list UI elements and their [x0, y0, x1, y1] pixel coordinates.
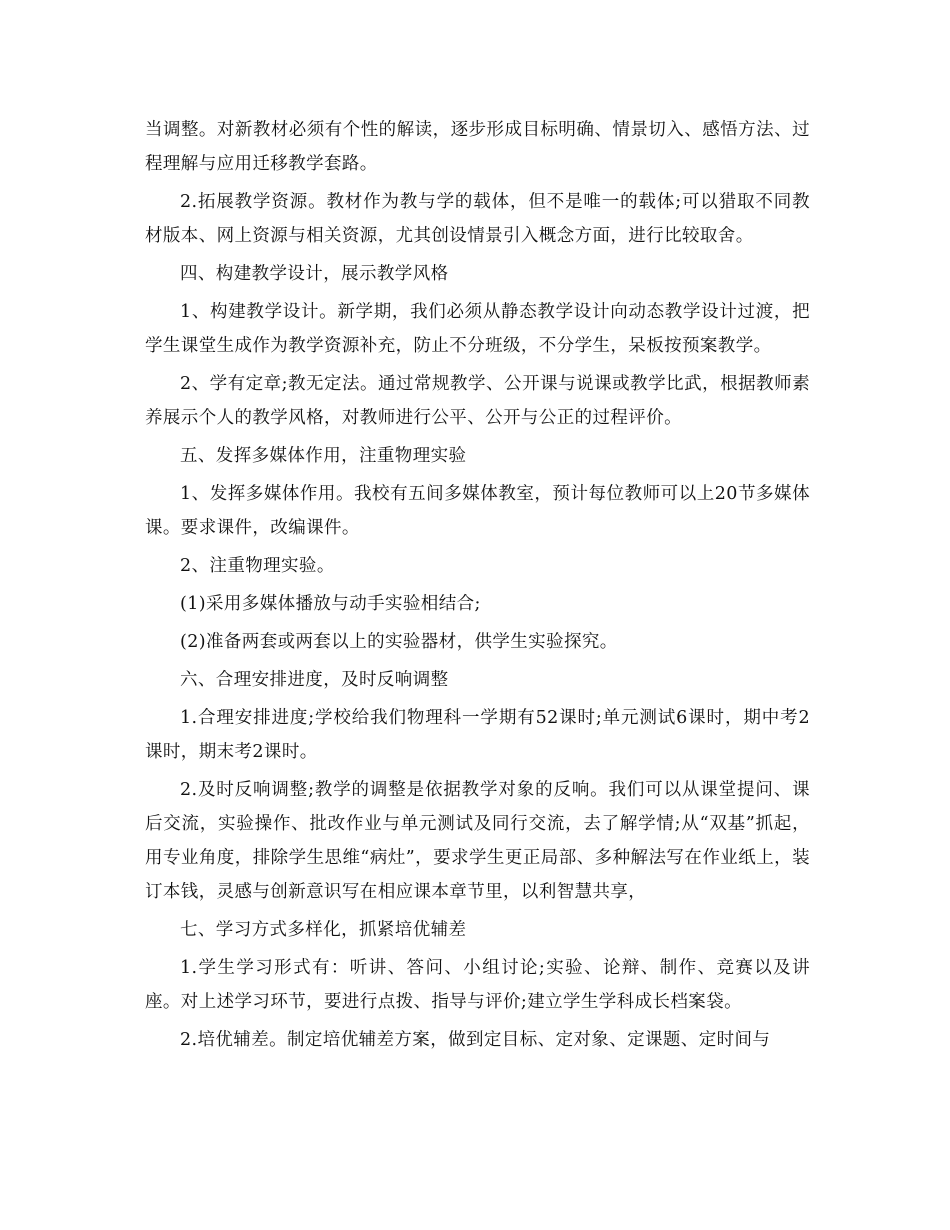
document-body — [145, 113, 810, 1061]
paragraph: 1、构建教学设计。新学期，我们必须从静态教学设计向动态教学设计过渡，把学生课堂生成作为教学资源补充，防止不分班级，不分学生，呆板按预案教学。 — [145, 302, 810, 356]
list-item: (1)采用多媒体播放与动手实验相结合; — [180, 594, 481, 614]
section-heading: 五、发挥多媒体作用，注重物理实验 — [180, 446, 467, 466]
section-heading: 四、构建教学设计，展示教学风格 — [180, 264, 449, 284]
paragraph: 2、注重物理实验。 — [180, 556, 335, 576]
list-item: (2)准备两套或两套以上的实验器材，供学生实验探究。 — [180, 632, 618, 652]
paragraph: 当调整。对新教材必须有个性的解读，逐步形成目标明确、情景切入、感悟方法、过程理解与应用迁移教学套路。 — [145, 120, 810, 174]
paragraph: 2.及时反响调整;教学的调整是依据教学对象的反响。我们可以从课堂提问、课后交流，实验操作、批改作业与单元测试及同行交流，去了解学情;从“双基”抓起，用专业角度，排除学生思维“病灶”，要求学生更正局部、多种解法写在作业纸上，装订本钱，灵感与创新意识写在相应课本章节里，以利智慧共享， — [145, 780, 810, 902]
paragraph: 2、学有定章;教无定法。通过常规教学、公开课与说课或教学比武，根据教师素养展示个人的教学风格，对教师进行公平、公开与公正的过程评价。 — [145, 374, 810, 428]
section-heading: 七、学习方式多样化，抓紧培优辅差 — [180, 920, 467, 940]
section-heading: 六、合理安排进度，及时反响调整 — [180, 670, 449, 690]
paragraph: 1、发挥多媒体作用。我校有五间多媒体教室，预计每位教师可以上20节多媒体课。要求课件，改编课件。 — [145, 484, 810, 538]
paragraph: 1.合理安排进度;学校给我们物理科一学期有52课时;单元测试6课时，期中考2课时，期末考2课时。 — [145, 708, 810, 762]
paragraph: 2.培优辅差。制定培优辅差方案，做到定目标、定对象、定课题、定时间与 — [180, 1030, 771, 1050]
paragraph: 2.拓展教学资源。教材作为教与学的载体，但不是唯一的载体;可以猎取不同教材版本、网上资源与相关资源，尤其创设情景引入概念方面，进行比较取舍。 — [145, 192, 810, 246]
paragraph: 1.学生学习形式有：听讲、答问、小组讨论;实验、论辩、制作、竞赛以及讲座。对上述学习环节，要进行点拨、指导与评价;建立学生学科成长档案袋。 — [145, 958, 810, 1012]
